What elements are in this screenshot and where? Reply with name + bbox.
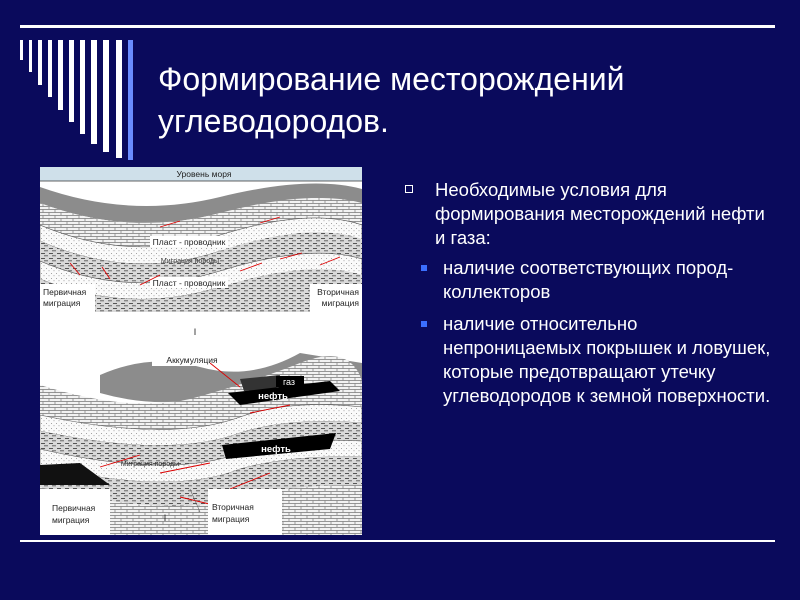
title-line-1: Формирование месторождений (158, 61, 625, 97)
oil-label-1: нефть (258, 391, 288, 402)
layer-label-1: Пласт - проводник (152, 237, 226, 247)
square-bullet-icon (405, 185, 413, 193)
layer-label-2: Пласт - проводник (152, 278, 226, 288)
sub-bullet-2-text: наличие относительно непроницаемых покрышек и ловушек, которые предотвращают утечку углеводородов к земной поверхности. (443, 313, 771, 406)
sea-level-label: Уровень моря (176, 169, 232, 179)
roman-label-2: I (163, 513, 167, 523)
sub-bullet-1 (405, 256, 775, 304)
blue-square-bullet-icon (421, 321, 427, 327)
roman-label-1: I (193, 327, 197, 337)
primary-migration-label-bottom-2: миграция (52, 515, 90, 525)
gas-label: газ (282, 377, 296, 387)
bottom-panel (40, 344, 362, 535)
accumulation-label: Аккумуляция (166, 355, 218, 365)
decorative-stripes (20, 40, 135, 165)
rock-migration-label: Миграция породы (160, 258, 220, 265)
geology-figure (40, 167, 362, 535)
oil-label-2: нефть (261, 444, 291, 455)
sub-bullet-2 (405, 312, 775, 408)
primary-migration-label-bottom-1: Первичная (52, 503, 96, 513)
primary-migration-label-top-2: миграция (43, 298, 81, 308)
bullet-list (405, 178, 775, 408)
bullet-main-text: Необходимые условия для формирования месторождений нефти и газа: (435, 179, 765, 248)
secondary-migration-label-bottom-1: Вторичная (212, 502, 254, 512)
bottom-divider (20, 540, 775, 542)
rock-migration-label-bottom: Миграция породы (120, 461, 180, 468)
secondary-migration-label-bottom-2: миграция (212, 514, 250, 524)
title-line-2: углеводородов. (158, 103, 389, 139)
primary-migration-label-top-1: Первичная (43, 287, 87, 297)
sub-bullet-1-text: наличие соответствующих пород-коллекторов (443, 257, 734, 302)
slide-title (158, 58, 758, 142)
secondary-migration-label-top-1: Вторичная (317, 287, 359, 297)
secondary-migration-label-top-2: миграция (321, 298, 359, 308)
bullet-main (405, 178, 775, 250)
top-panel (40, 167, 362, 312)
top-divider (20, 25, 775, 28)
blue-square-bullet-icon (421, 265, 427, 271)
